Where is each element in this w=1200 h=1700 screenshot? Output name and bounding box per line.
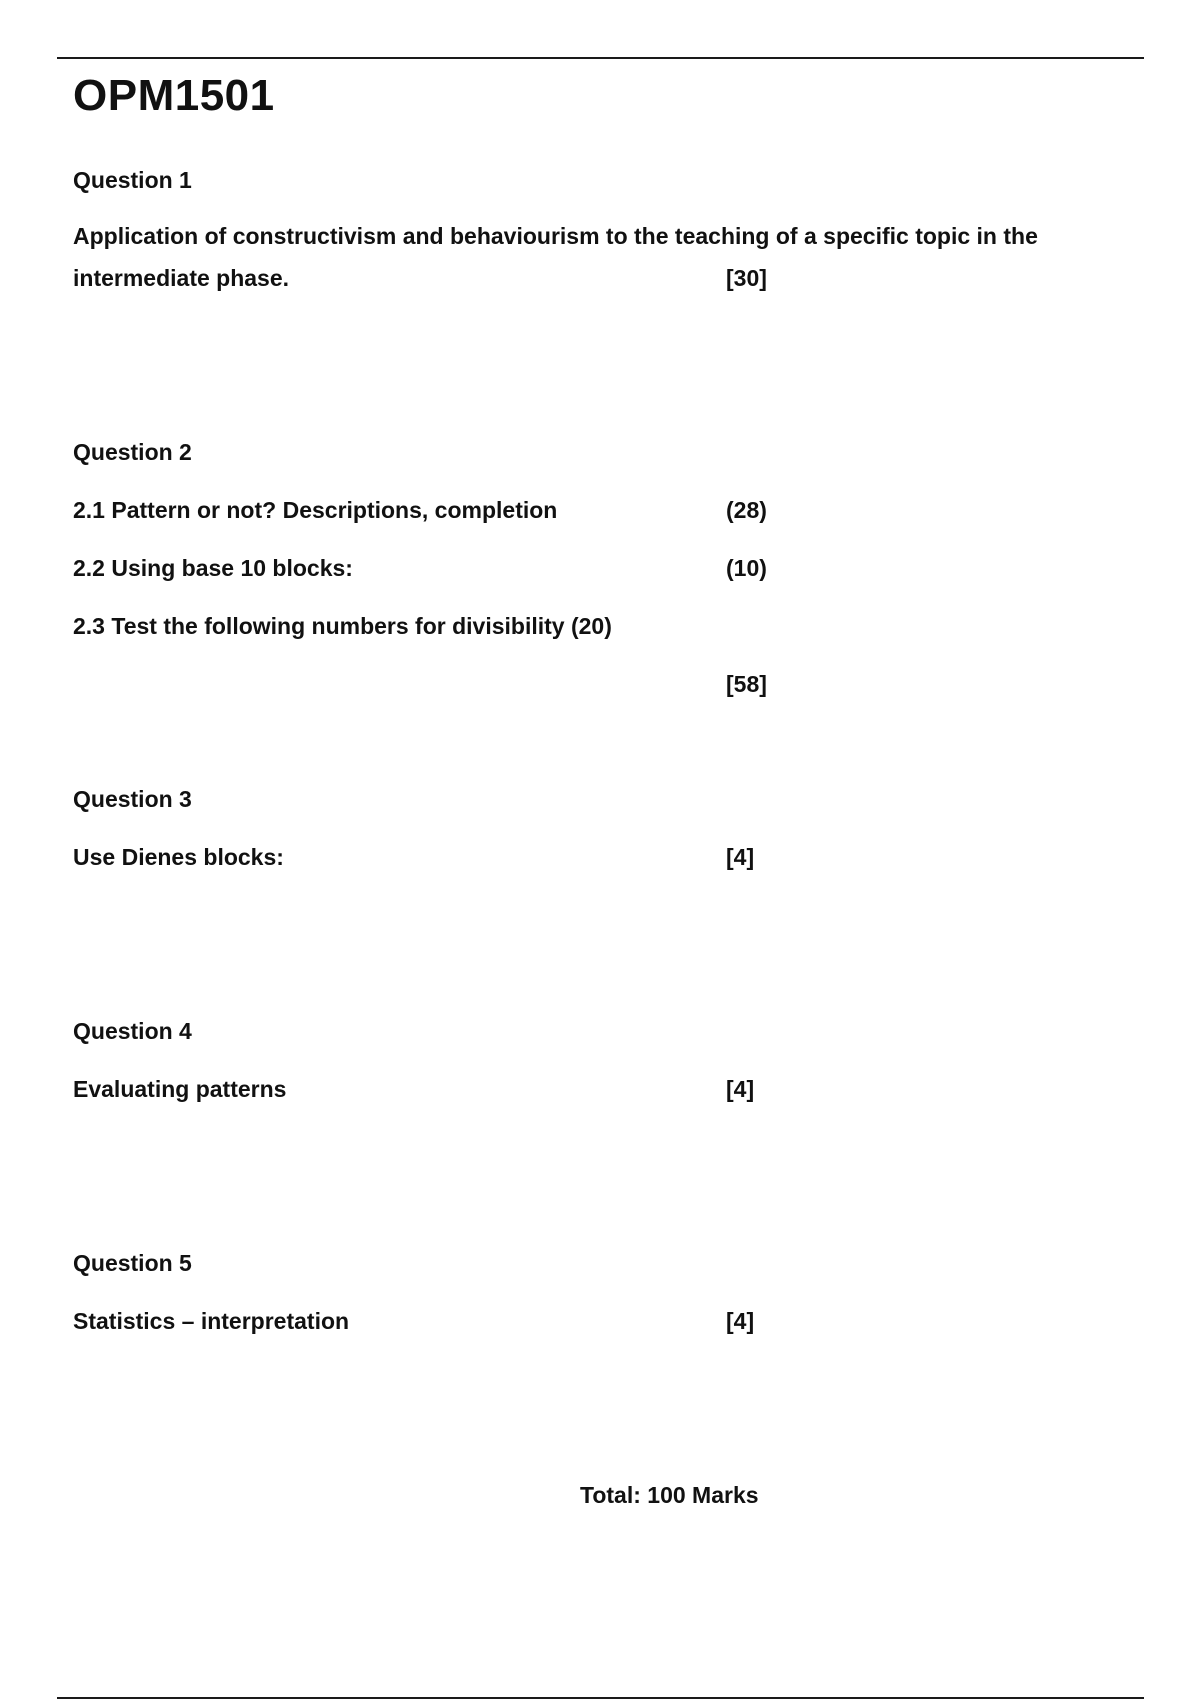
question-1-text-line-2: intermediate phase. [73,265,290,291]
question-5-mark: [4] [726,1308,755,1334]
question-3-heading: Question 3 [73,786,192,812]
question-5-heading: Question 5 [73,1250,192,1276]
question-4-text: Evaluating patterns [73,1076,287,1102]
question-2-3-text: 2.3 Test the following numbers for divisibility (20) [73,613,612,639]
question-4-mark: [4] [726,1076,755,1102]
question-2-2-mark: (10) [726,555,767,581]
question-4-heading: Question 4 [73,1018,192,1044]
question-5-text: Statistics – interpretation [73,1308,350,1334]
question-2-total-mark: [58] [726,671,767,697]
question-1-mark: [30] [726,265,767,291]
question-3-mark: [4] [726,844,755,870]
question-2-2-text: 2.2 Using base 10 blocks: [73,555,353,581]
grand-total: Total: 100 Marks [580,1482,759,1508]
question-2-1-text: 2.1 Pattern or not? Descriptions, completion [73,497,558,523]
question-2-1-mark: (28) [726,497,767,523]
top-rule [57,57,1144,59]
question-3-text: Use Dienes blocks: [73,844,284,870]
question-1-heading: Question 1 [73,167,192,193]
course-code-title: OPM1501 [73,71,275,120]
question-1-text-line-1: Application of constructivism and behaviourism to the teaching of a specific topic in the [73,223,1038,249]
question-2-heading: Question 2 [73,439,192,465]
bottom-rule [57,1697,1144,1699]
